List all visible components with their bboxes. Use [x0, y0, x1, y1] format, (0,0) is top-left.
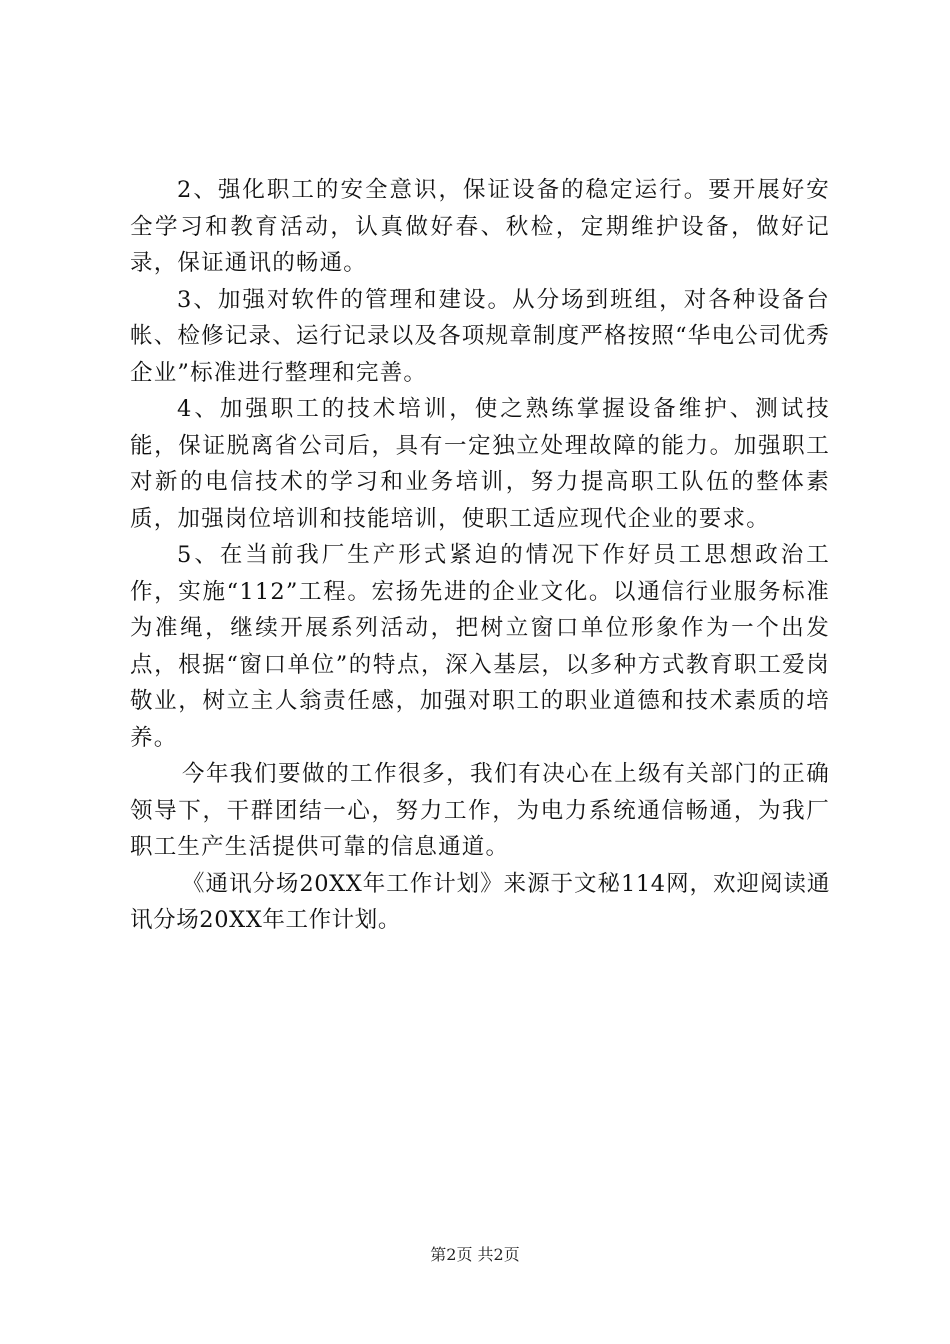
document-body	[130, 172, 830, 939]
page-number-footer: 第2页 共2页	[430, 1245, 520, 1264]
closing-paragraph: 今年我们要做的工作很多，我们有决心在上级有关部门的正确领导下，干群团结一心，努力工作，为电力系统通信畅通，为我厂职工生产生活提供可靠的信息通道。	[130, 761, 830, 860]
paragraph-item-3: 3、加强对软件的管理和建设。从分场到班组，对各种设备台帐、检修记录、运行记录以及各项规章制度严格按照“华电公司优秀企业”标准进行整理和完善。	[130, 286, 831, 386]
paragraph-item-2: 2、强化职工的安全意识，保证设备的稳定运行。要开展好安全学习和教育活动，认真做好春、秋检，定期维护设备，做好记录，保证通讯的畅通。	[130, 177, 830, 276]
paragraph-item-4: 4、加强职工的技术培训，使之熟练掌握设备维护、测试技能，保证脱离省公司后，具有一定独立处理故障的能力。加强职工对新的电信技术的学习和业务培训，努力提高职工队伍的整体素质，加强岗位培训和技能培训，使职工适应现代企业的要求。	[130, 396, 830, 532]
source-note: 《通讯分场20XX年工作计划》来源于文秘114网，欢迎阅读通讯分场20XX年工作计划。	[130, 870, 830, 933]
paragraph-item-5: 5、在当前我厂生产形式紧迫的情况下作好员工思想政治工作，实施“112”工程。宏扬先进的企业文化。以通信行业服务标准为准绳，继续开展系列活动，把树立窗口单位形象作为一个出发点，根据“窗口单位”的特点，深入基层，以多种方式教育职工爱岗敬业，树立主人翁责任感，加强对职工的职业道德和技术素质的培养。	[130, 542, 830, 751]
